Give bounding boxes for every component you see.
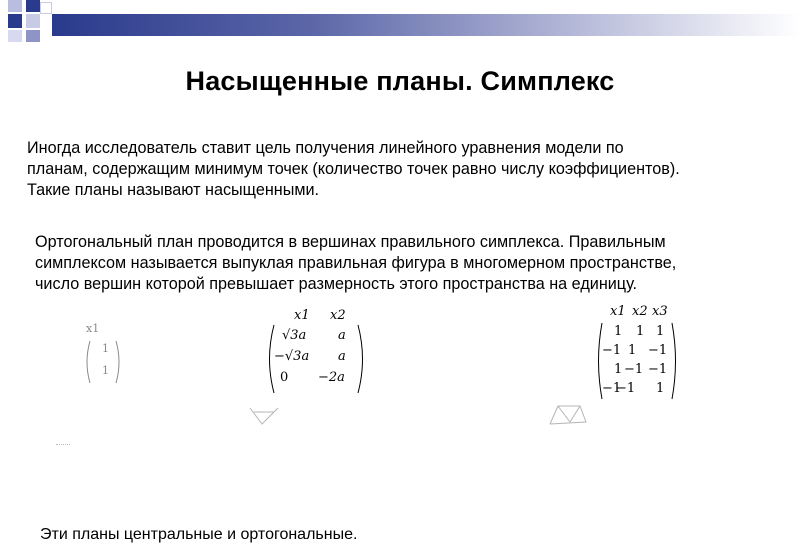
slide-title: Насыщенные планы. Симплекс — [185, 66, 615, 96]
deco-square — [40, 2, 52, 14]
faint-mark — [56, 444, 70, 446]
matrix-bracket-right — [670, 322, 680, 400]
footer-note: Эти планы центральные и ортогональные. — [40, 526, 358, 543]
matrix-cell: 1 — [656, 381, 665, 396]
matrix-cell: √3a — [282, 328, 307, 343]
matrix-bracket-right — [114, 340, 124, 384]
matrix-cell: a — [338, 349, 346, 364]
matrix-cell: 1 — [614, 362, 623, 377]
matrix-cell: −1 — [602, 381, 622, 396]
matrix-cell: 1 — [636, 324, 645, 339]
matrix-header: x3 — [652, 304, 668, 319]
matrix-cell: −1 — [616, 381, 636, 396]
deco-square — [26, 0, 40, 12]
matrix-cell: −1 — [602, 343, 622, 358]
matrix-cell: 1 — [628, 343, 637, 358]
deco-square — [8, 30, 22, 42]
matrix-cell: −2a — [318, 370, 345, 385]
matrix-bracket-left — [82, 340, 92, 384]
faint-triangle-sketch — [248, 404, 284, 428]
paragraph-simplex — [35, 232, 795, 295]
faint-tetrahedron-sketch — [546, 402, 592, 428]
deco-square — [8, 0, 22, 12]
matrix-2d — [262, 306, 372, 396]
matrix-cell: a — [338, 328, 346, 343]
matrix-cell: −1 — [624, 362, 644, 377]
matrix-cell: −1 — [648, 343, 668, 358]
header-gradient-bar — [52, 14, 800, 36]
paragraph-line: Ортогональный план проводится в вершинах правильного симплекса. Правильным — [35, 233, 666, 251]
matrix-1d — [80, 318, 130, 398]
paragraph-line: планам, содержащим минимум точек (количество точек равно числу коэффициентов). — [27, 160, 680, 178]
paragraph-line: число вершин которой превышает размерность этого пространства на единицу. — [35, 275, 638, 293]
matrix-header: x1 — [86, 322, 100, 335]
matrix-header: x1 — [294, 308, 310, 323]
paragraph-saturated-plans — [27, 138, 787, 201]
paragraph-line: Иногда исследователь ставит цель получения линейного уравнения модели по — [27, 139, 624, 157]
matrix-cell: 1 — [102, 342, 109, 355]
matrix-bracket-right — [356, 324, 368, 394]
paragraph-line: Такие планы называют насыщенными. — [27, 181, 319, 199]
matrix-cell: 1 — [614, 324, 623, 339]
matrix-cell: 0 — [280, 370, 289, 385]
paragraph-line: симплексом называется выпуклая правильная фигура в многомерном пространстве, — [35, 254, 677, 272]
deco-square — [8, 14, 22, 28]
matrix-header: x2 — [330, 308, 346, 323]
deco-square — [26, 30, 40, 42]
matrix-header: x1 — [610, 304, 626, 319]
matrix-3d — [592, 304, 682, 404]
matrix-cell: −1 — [648, 362, 668, 377]
deco-square — [26, 14, 40, 28]
matrix-cell: −√3a — [274, 349, 310, 364]
matrix-cell: 1 — [102, 364, 109, 377]
matrix-header: x2 — [632, 304, 648, 319]
matrix-cell: 1 — [656, 324, 665, 339]
